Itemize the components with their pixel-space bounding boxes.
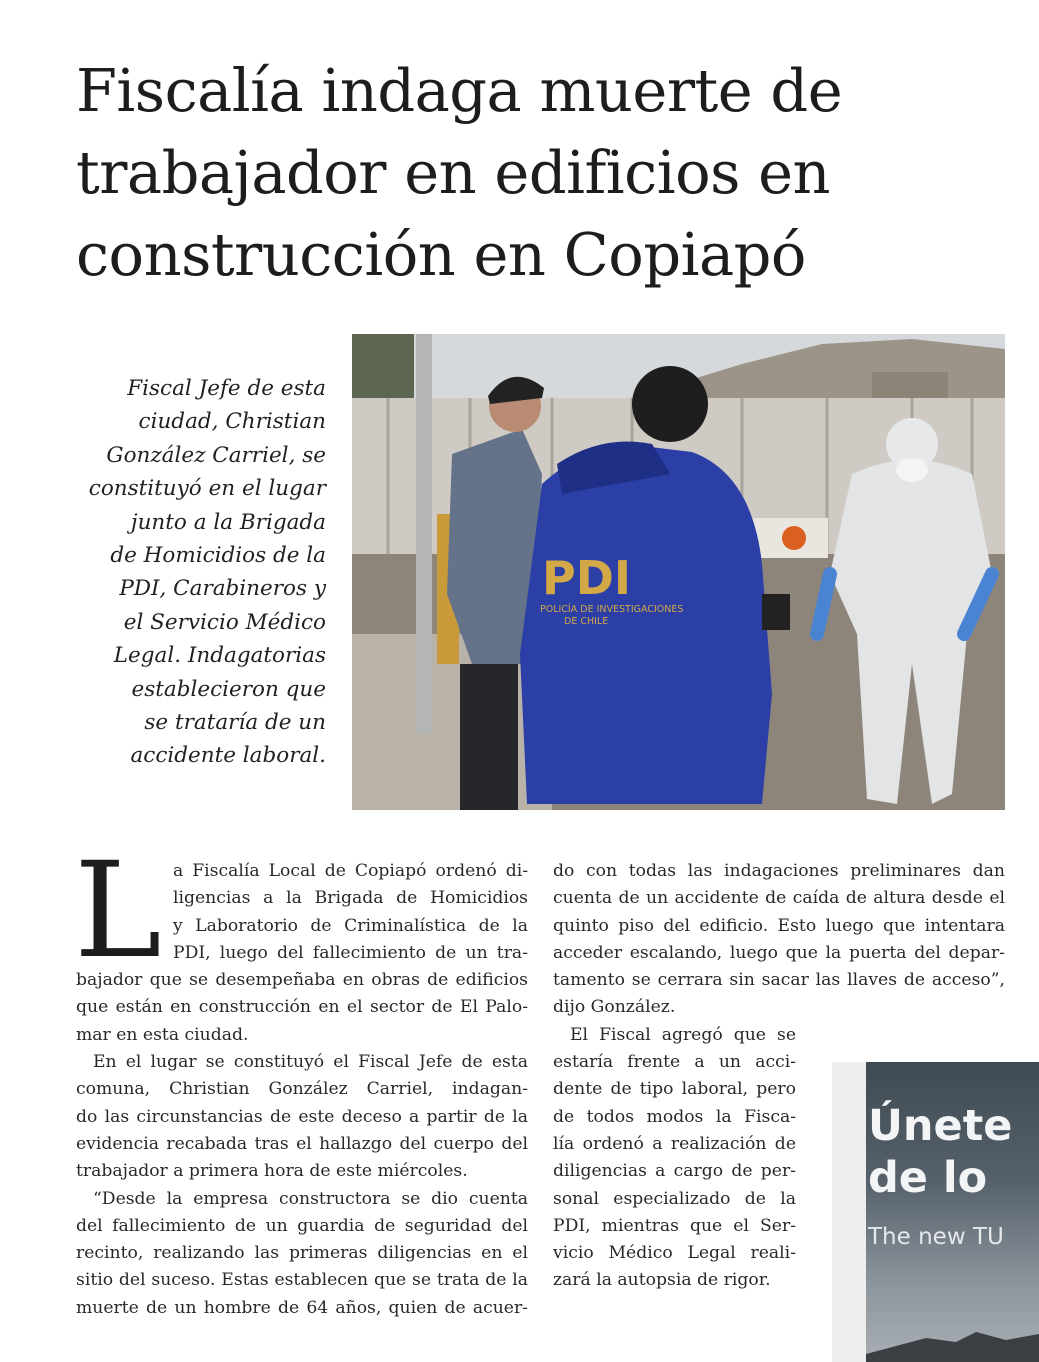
headline-line: construcción en Copiapó [76,220,806,289]
article-line: dijo González. [553,997,676,1018]
light-pole [416,334,432,734]
article-line: tamento se cerrara sin sacar las llaves de acceso”, [553,970,1005,991]
article-line: lía ordenó a realización de [553,1133,796,1154]
article-line: En el lugar se constituyó el Fiscal Jefe de esta [93,1052,528,1073]
article-line: dente de tipo laboral, pero [553,1079,796,1100]
article-line: PDI, mientras que el Ser- [553,1215,796,1236]
caption-line: establecieron que [131,676,326,702]
news-photo-illustration [352,334,1005,810]
ad-headline [868,1100,1012,1204]
ad-headline-line: Únete [868,1101,1013,1151]
article-line: sitio del suceso. Estas establecen que se trata de la [76,1270,528,1291]
caption-line: junto a la Brigada [130,509,326,535]
caption-line: accidente laboral. [130,743,326,769]
article-line: del fallecimiento de un guardia de seguridad del [76,1215,528,1236]
article-line: mar en esta ciudad. [76,1024,249,1045]
article-line: PDI, luego del fallecimiento de un tra- [173,942,528,963]
article-line: zará la autopsia de rigor. [553,1270,771,1291]
article-line: muerte de un hombre de 64 años, quien de acuer- [76,1297,528,1318]
advertisement[interactable] [832,1062,1039,1362]
article-line: ligencias a la Brigada de Homicidios [173,888,528,909]
photo-caption [70,372,326,773]
caption-line: el Servicio Médico [123,609,326,635]
article-line: acceder escalando, luego que la puerta del depar- [553,942,1005,963]
caption-line: ciudad, Christian [138,409,326,435]
caption-line: de Homicidios de la [110,543,326,569]
article-line: que están en construcción en el sector de El Palo- [76,997,528,1018]
ad-headline-line: de lo [868,1153,988,1203]
pdi-jacket-subtext: POLICÍA DE INVESTIGACIONES [540,604,684,615]
article-line: do con todas las indagaciones preliminares dan [553,861,1005,881]
article-line: recinto, realizando las primeras diligencias en el [76,1243,528,1264]
caption-line: Fiscal Jefe de esta [127,376,326,401]
orange-bucket [782,526,806,550]
pdi-jacket-logo: PDI [542,551,632,605]
headline [76,50,976,296]
article-line: estaría frente a un acci- [553,1052,796,1073]
caption-line: PDI, Carabineros y [119,576,326,602]
news-photo [352,334,1005,810]
drop-cap: L [74,834,162,988]
pdi-jacket-subtext: DE CHILE [564,616,609,627]
article-line: bajador que se desempeñaba en obras de edificios [76,970,528,991]
caption-line: Legal. Indagatorias [113,643,326,669]
article-line: El Fiscal agregó que se [570,1024,796,1045]
article-line: cuenta de un accidente de caída de altura desde el [553,888,1005,909]
article-line: vicio Médico Legal reali- [553,1243,796,1264]
article-line: diligencias a cargo de per- [553,1161,796,1182]
ad-subline: The new TU [868,1224,1004,1250]
tree [352,334,414,404]
article-column-left [76,858,528,1322]
article-line: trabajador a primera hora de este miércoles. [76,1161,468,1182]
headline-line: Fiscalía indaga muerte de [76,56,843,125]
caption-line: constituyó en el lugar [88,476,326,502]
article-line: y Laboratorio de Criminalística de la [173,915,528,936]
article-line: de todos modos la Fisca- [553,1106,796,1127]
article-line: comuna, Christian González Carriel, indagan- [76,1079,528,1100]
headline-line: trabajador en edificios en [76,138,831,207]
article-line: evidencia recabada tras el hallazgo del cuerpo del [76,1133,528,1154]
caption-line: se trataría de un [144,710,326,736]
article-line: sonal especializado de la [553,1188,796,1209]
caption-line: González Carriel, se [106,442,326,468]
article-line: do las circunstancias de este deceso a partir de la [76,1106,528,1127]
article-line: a Fiscalía Local de Copiapó ordenó di- [173,861,528,881]
distant-building [872,372,948,400]
article-line: “Desde la empresa constructora se dio cuenta [93,1188,528,1209]
article-line: quinto piso del edificio. Esto luego que intentara [553,915,1005,936]
